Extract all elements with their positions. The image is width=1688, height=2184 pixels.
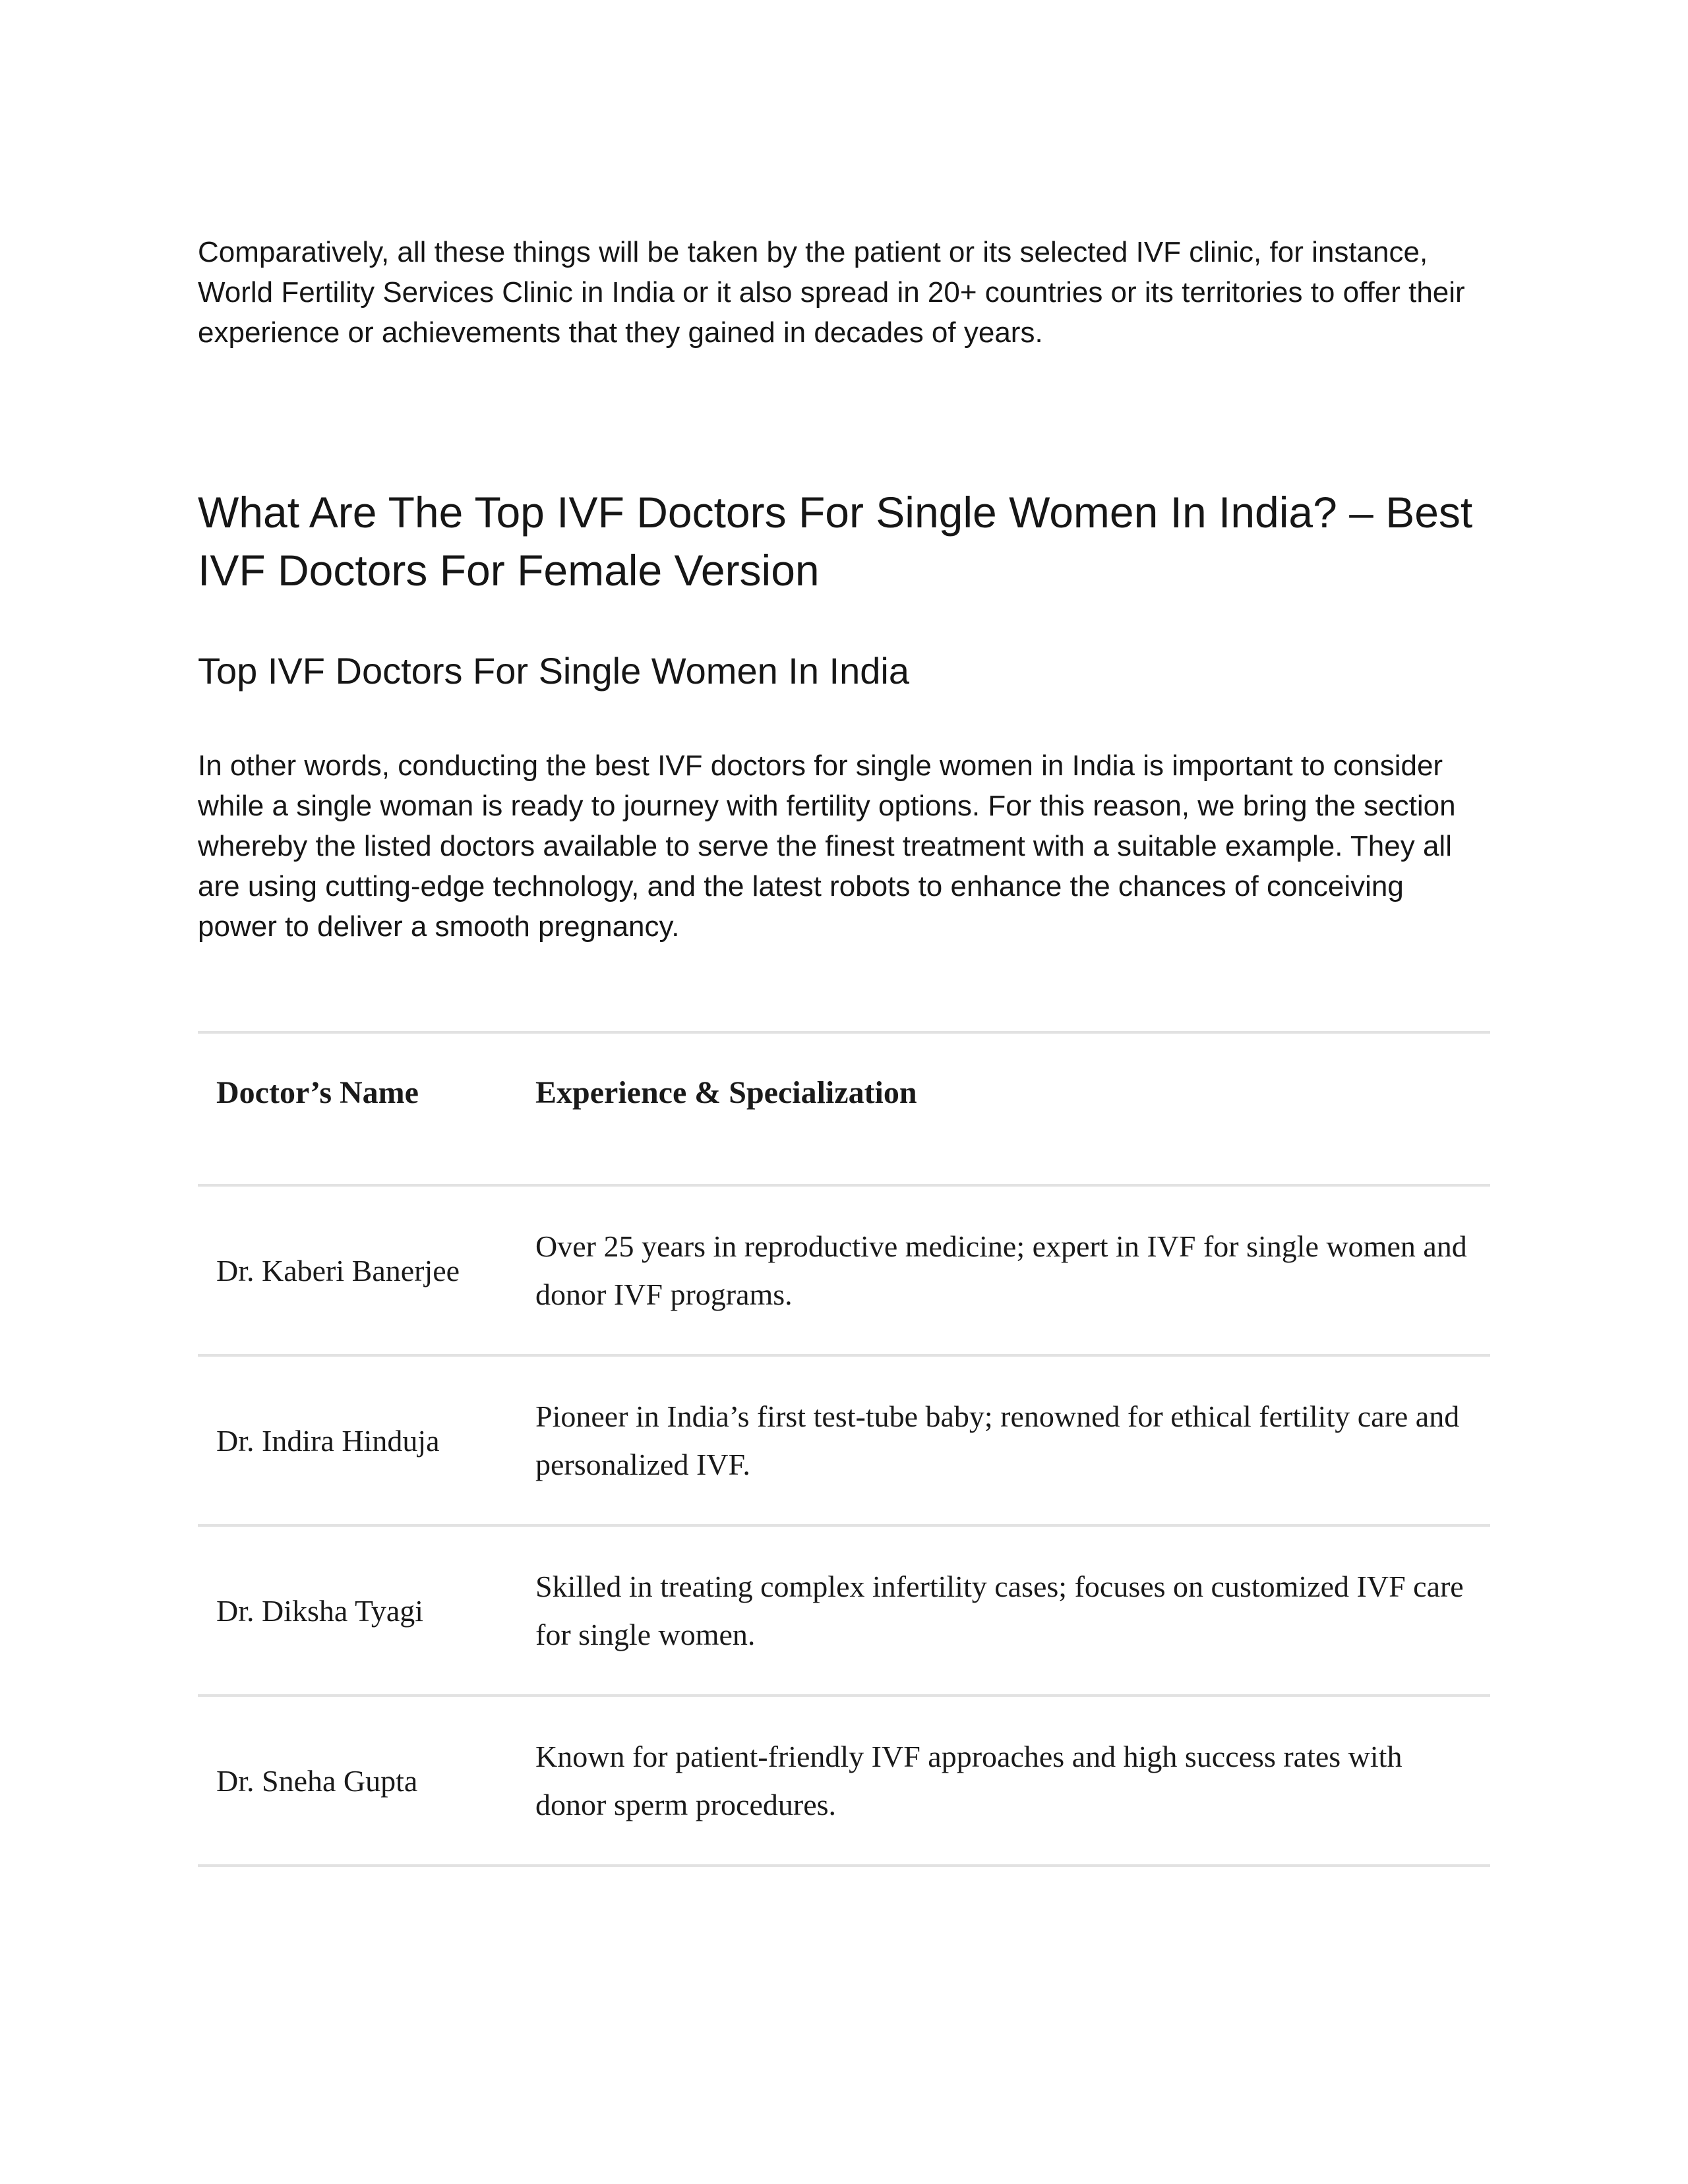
header-doctor-name: Doctor’s Name — [198, 1032, 517, 1185]
experience-cell: Pioneer in India’s first test-tube baby; renowned for ethical fertility care and personalized IVF. — [517, 1355, 1490, 1525]
main-heading: What Are The Top IVF Doctors For Single Women In India? – Best IVF Doctors For Female Version — [198, 488, 1473, 595]
table-row — [198, 1185, 1490, 1355]
experience-cell: Skilled in treating complex infertility cases; focuses on customized IVF care for single women. — [517, 1525, 1490, 1696]
doctor-name-cell: Dr. Indira Hinduja — [198, 1355, 517, 1525]
experience-cell: Known for patient-friendly IVF approaches and high success rates with donor sperm procedures. — [517, 1696, 1490, 1866]
sub-heading: Top IVF Doctors For Single Women In India — [198, 650, 909, 692]
table-row — [198, 1696, 1490, 1866]
doctor-name-cell: Dr. Diksha Tyagi — [198, 1525, 517, 1696]
doctor-name-cell: Dr. Kaberi Banerjee — [198, 1185, 517, 1355]
doctor-name-cell: Dr. Sneha Gupta — [198, 1696, 517, 1866]
header-experience: Experience & Specialization — [517, 1032, 1490, 1185]
doctors-table — [198, 1031, 1490, 1867]
table-row — [198, 1525, 1490, 1696]
intro-paragraph: Comparatively, all these things will be taken by the patient or its selected IVF clinic, for instance, World Fertility Services Clinic in India or it also spread in 20+ countries or its territories to offer their experience or achievements that they gained in decades of years. — [198, 236, 1465, 349]
body-paragraph: In other words, conducting the best IVF doctors for single women in India is important to consider while a single woman is ready to journey with fertility options. For this reason, we bring the section whereby the listed doctors available to serve the finest treatment with a suitable example. They all are using cutting-edge technology, and the latest robots to enhance the chances of conceiving power to deliver a smooth pregnancy. — [198, 750, 1456, 943]
table-row — [198, 1355, 1490, 1525]
table-header-row — [198, 1032, 1490, 1185]
experience-cell: Over 25 years in reproductive medicine; expert in IVF for single women and donor IVF programs. — [517, 1185, 1490, 1355]
